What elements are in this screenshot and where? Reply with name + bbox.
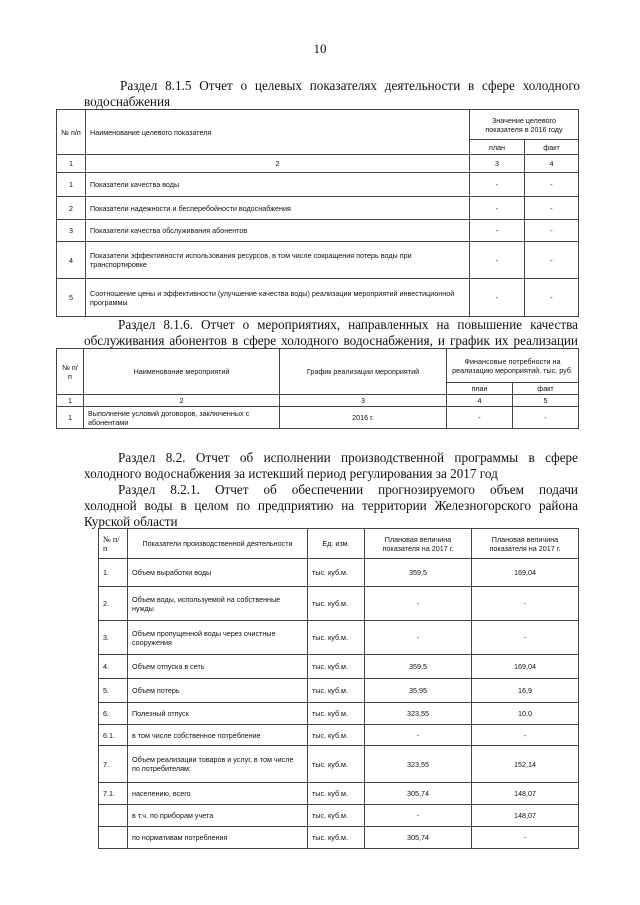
- col-plan-header: план: [470, 140, 525, 155]
- row-name: Выполнение условий договоров, заключенных с абонентами: [84, 407, 280, 429]
- table-row: [99, 827, 579, 849]
- row-fact: 169,04: [472, 559, 579, 587]
- row-name: Показатели качества обслуживания абонентов: [86, 220, 470, 242]
- col-num-header: № п/п: [99, 529, 128, 559]
- section-8-1-6-heading-line2: обслуживания абонентов в сфере холодного водоснабжения, и график их реализации: [84, 333, 578, 348]
- row-fact: -: [472, 827, 579, 849]
- table-row: [99, 679, 579, 703]
- row-plan: 323,55: [365, 703, 472, 725]
- row-plan: 359,5: [365, 559, 472, 587]
- row-plan: -: [470, 242, 525, 279]
- row-name: Показатели качества воды: [86, 173, 470, 197]
- row-plan: -: [470, 220, 525, 242]
- row-fact: -: [525, 197, 579, 220]
- row-plan: 305,74: [365, 783, 472, 805]
- row-num: 1: [57, 407, 84, 429]
- col-name-header: Показатели производственной деятельности: [128, 529, 308, 559]
- target-indicators-table: [56, 109, 579, 317]
- table-row: [57, 279, 579, 317]
- section-8-2-heading-line1: Раздел 8.2. Отчет об исполнении производственной программы в сфере: [118, 450, 578, 465]
- measures-table: [56, 348, 579, 429]
- row-plan: -: [447, 407, 513, 429]
- row-num: 6.1.: [99, 725, 128, 746]
- table-row: [57, 220, 579, 242]
- row-num: 5.: [99, 679, 128, 703]
- row-schedule: 2016 г.: [280, 407, 447, 429]
- table-row: [99, 621, 579, 655]
- row-unit: тыс. куб.м.: [308, 783, 365, 805]
- row-name: Объем потерь: [128, 679, 308, 703]
- row-fact: -: [472, 725, 579, 746]
- row-plan: 359,5: [365, 655, 472, 679]
- table-row: [99, 559, 579, 587]
- row-num: 7.1.: [99, 783, 128, 805]
- row-num: 5: [57, 279, 86, 317]
- row-plan: 35,95: [365, 679, 472, 703]
- row-num: 4.: [99, 655, 128, 679]
- row-fact: 148,07: [472, 805, 579, 827]
- section-8-2-heading-line2: холодного водоснабжения за истекший период регулирования за 2017 год: [84, 466, 498, 481]
- col-index-4: 4: [447, 395, 513, 407]
- table-row: [57, 197, 579, 220]
- row-fact: 16,9: [472, 679, 579, 703]
- row-unit: тыс. куб.м.: [308, 621, 365, 655]
- table-row: [99, 655, 579, 679]
- row-plan: -: [470, 279, 525, 317]
- col-finance-header: Финансовые потребности на реализацию мероприятий, тыс. руб.: [447, 349, 579, 383]
- row-plan: 323,55: [365, 746, 472, 783]
- row-name: Объем отпуска в сеть: [128, 655, 308, 679]
- row-unit: тыс. куб.м.: [308, 827, 365, 849]
- row-fact: -: [472, 587, 579, 621]
- section-8-1-5-heading-line1: Раздел 8.1.5 Отчет о целевых показателях деятельности в сфере холодного: [120, 78, 580, 93]
- col-num-header: № п/п: [57, 349, 84, 395]
- row-unit: тыс. куб.м.: [308, 679, 365, 703]
- row-name: Показатели надежности и бесперебойности водоснабжения: [86, 197, 470, 220]
- row-name: по нормативам потребления: [128, 827, 308, 849]
- col-name-header: Наименование мероприятий: [84, 349, 280, 395]
- col-value-header: Значение целевого показателя в 2016 году: [470, 110, 579, 140]
- col-index-2: 2: [84, 395, 280, 407]
- table-row: [57, 407, 579, 429]
- row-plan: -: [365, 725, 472, 746]
- row-plan: -: [365, 621, 472, 655]
- col-schedule-header: График реализации мероприятий: [280, 349, 447, 395]
- row-fact: -: [472, 621, 579, 655]
- row-num: 6.: [99, 703, 128, 725]
- row-fact: -: [525, 220, 579, 242]
- row-num: 2.: [99, 587, 128, 621]
- row-unit: тыс. куб.м.: [308, 587, 365, 621]
- section-8-1-6-heading-line1: Раздел 8.1.6. Отчет о мероприятиях, направленных на повышение качества: [118, 317, 578, 332]
- col-index-1: 1: [57, 155, 86, 173]
- col-plan-header: Плановая величина показателя на 2017 г.: [365, 529, 472, 559]
- row-fact: -: [525, 173, 579, 197]
- row-num: 1: [57, 173, 86, 197]
- col-index-2: 2: [86, 155, 470, 173]
- row-unit: тыс. куб.м.: [308, 746, 365, 783]
- row-unit: тыс. куб.м.: [308, 655, 365, 679]
- row-fact: 10,0: [472, 703, 579, 725]
- row-name: Полезный отпуск: [128, 703, 308, 725]
- row-fact: 169,04: [472, 655, 579, 679]
- col-index-3: 3: [470, 155, 525, 173]
- row-name: в том числе собственное потребление: [128, 725, 308, 746]
- row-name: в т.ч. по приборам учета: [128, 805, 308, 827]
- row-num: 7.: [99, 746, 128, 783]
- col-index-3: 3: [280, 395, 447, 407]
- section-8-2-1-heading-line3: Курской области: [84, 514, 178, 529]
- row-name: Соотношение цены и эффективности (улучшение качества воды) реализации мероприятий инвестиционной программы: [86, 279, 470, 317]
- row-num: [99, 827, 128, 849]
- table-row: [99, 725, 579, 746]
- row-fact: -: [513, 407, 579, 429]
- row-num: 1.: [99, 559, 128, 587]
- col-fact-header: факт: [513, 383, 579, 395]
- table-row: [57, 173, 579, 197]
- row-name: Объем реализации товаров и услуг, в том числе по потребителям:: [128, 746, 308, 783]
- row-plan: 305,74: [365, 827, 472, 849]
- row-unit: тыс. куб.м.: [308, 559, 365, 587]
- row-plan: -: [365, 805, 472, 827]
- table-row: [99, 746, 579, 783]
- row-name: Показатели эффективности использования ресурсов, в том числе сокращения потерь воды при транспортировке: [86, 242, 470, 279]
- col-fact-header: Плановая величина показателя на 2017 г.: [472, 529, 579, 559]
- row-unit: тыс. куб.м.: [308, 805, 365, 827]
- row-num: 3: [57, 220, 86, 242]
- row-unit: тыс. куб.м.: [308, 725, 365, 746]
- row-name: Объем воды, используемой на собственные нужды: [128, 587, 308, 621]
- section-8-2-1-heading-line1: Раздел 8.2.1. Отчет об обеспечении прогнозируемого объем подачи: [118, 482, 578, 497]
- table-row: [57, 242, 579, 279]
- col-num-header: № п/п: [57, 110, 86, 155]
- section-8-1-5-heading-line2: водоснабжения: [84, 94, 171, 109]
- row-name: Объем выработки воды: [128, 559, 308, 587]
- row-plan: -: [470, 197, 525, 220]
- col-unit-header: Ед. изм.: [308, 529, 365, 559]
- table-row: [99, 805, 579, 827]
- row-name: Объем пропущенной воды через очистные сооружения: [128, 621, 308, 655]
- table-row: [99, 703, 579, 725]
- row-fact: -: [525, 279, 579, 317]
- col-plan-header: план: [447, 383, 513, 395]
- table-row: [99, 587, 579, 621]
- row-num: [99, 805, 128, 827]
- row-num: 3.: [99, 621, 128, 655]
- row-plan: -: [365, 587, 472, 621]
- table-row: [99, 783, 579, 805]
- row-num: 2: [57, 197, 86, 220]
- row-fact: 148,07: [472, 783, 579, 805]
- col-index-5: 5: [513, 395, 579, 407]
- row-fact: 152,14: [472, 746, 579, 783]
- col-index-1: 1: [57, 395, 84, 407]
- col-index-4: 4: [525, 155, 579, 173]
- row-num: 4: [57, 242, 86, 279]
- row-name: населению, всего: [128, 783, 308, 805]
- col-name-header: Наименование целевого показателя: [86, 110, 470, 155]
- row-fact: -: [525, 242, 579, 279]
- page-number: 10: [313, 41, 327, 56]
- production-table: [98, 528, 579, 849]
- row-unit: тыс. куб.м.: [308, 703, 365, 725]
- row-plan: -: [470, 173, 525, 197]
- section-8-2-1-heading-line2: холодной воды в целом по предприятию на территории Железногорского района: [84, 498, 578, 513]
- col-fact-header: факт: [525, 140, 579, 155]
